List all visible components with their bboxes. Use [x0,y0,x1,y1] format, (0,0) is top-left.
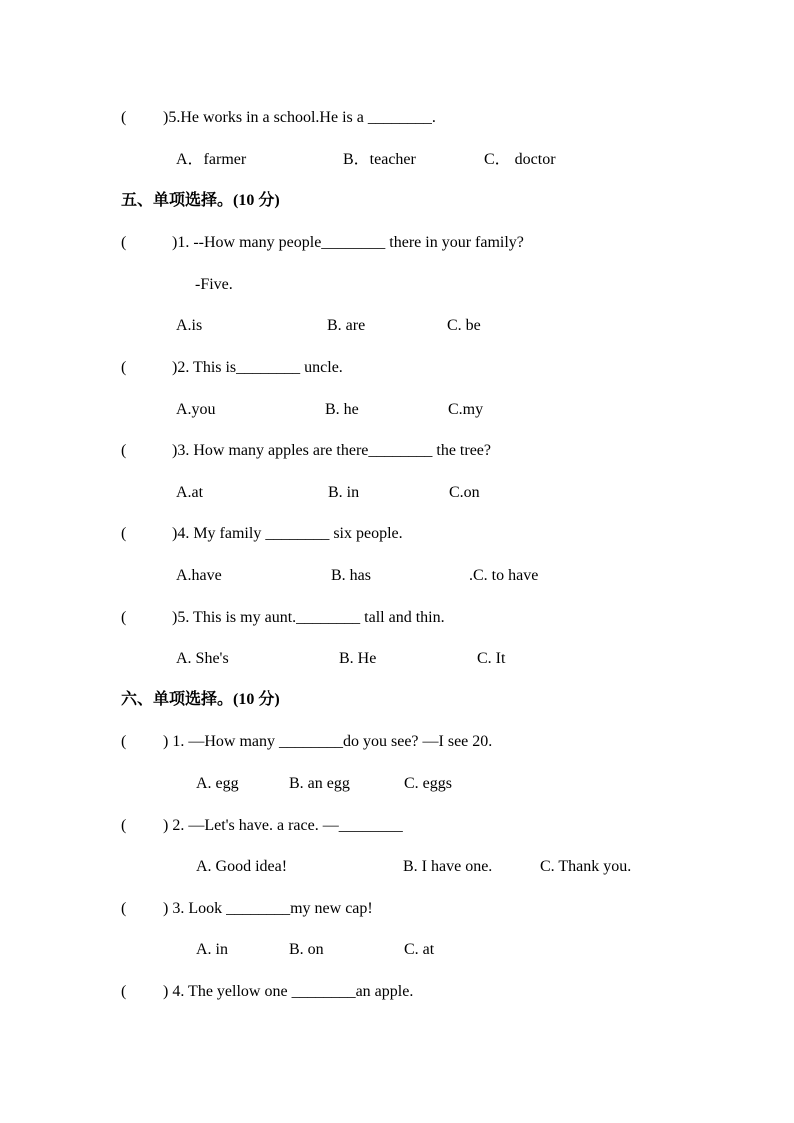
option-b: B. he [325,401,359,418]
option-a: A.is [176,317,203,334]
question-paren: ( [121,359,127,376]
option-c: C． doctor [484,151,556,168]
option-b: B. an egg [289,775,350,792]
question-stem: )5.He works in a school.He is a ________. [163,109,436,126]
question-stem: )3. How many apples are there________ the tree? [172,442,491,459]
question-paren: ( [121,609,127,626]
option-b: B. He [339,650,377,667]
section-title: 六、单项选择。(10 分) [121,691,280,708]
option-a: A. egg [196,775,239,792]
question-stem: ) 4. The yellow one ________an apple. [163,983,414,1000]
option-a: A. Good idea! [196,858,288,875]
option-b: B. on [289,941,324,958]
option-c: C. Thank you. [540,858,632,875]
option-c: C. be [447,317,481,334]
question-paren: ( [121,900,127,917]
question-paren: ( [121,733,127,750]
option-b: B. are [327,317,366,334]
option-a: A.you [176,401,216,418]
option-c: C.my [448,401,484,418]
option-a: A.at [176,484,204,501]
option-b: B. in [328,484,360,501]
option-c: C. at [404,941,435,958]
option-a: A. in [196,941,228,958]
option-a: A. She's [176,650,229,667]
option-b: B. has [331,567,371,584]
question-paren: ( [121,109,127,126]
question-stem: ) 3. Look ________my new cap! [163,900,373,917]
question-reply: -Five. [195,276,233,293]
option-c: C. eggs [404,775,452,792]
question-stem: )4. My family ________ six people. [172,525,403,542]
option-a: A.have [176,567,222,584]
question-paren: ( [121,817,127,834]
question-paren: ( [121,525,127,542]
option-b: B．teacher [343,151,416,168]
question-stem: )5. This is my aunt.________ tall and thin. [172,609,445,626]
question-paren: ( [121,983,127,1000]
question-stem: ) 2. —Let's have. a race. —________ [163,817,403,834]
question-paren: ( [121,442,127,459]
section-title: 五、单项选择。(10 分) [121,192,280,209]
option-c: C. It [477,650,506,667]
option-c: C.on [449,484,480,501]
question-stem: )2. This is________ uncle. [172,359,343,376]
question-stem: ) 1. —How many ________do you see? —I see 20. [163,733,493,750]
option-b: B. I have one. [403,858,493,875]
question-stem: )1. --How many people________ there in your family? [172,234,524,251]
question-paren: ( [121,234,127,251]
option-c: .C. to have [469,567,539,584]
option-a: A．farmer [176,151,247,168]
